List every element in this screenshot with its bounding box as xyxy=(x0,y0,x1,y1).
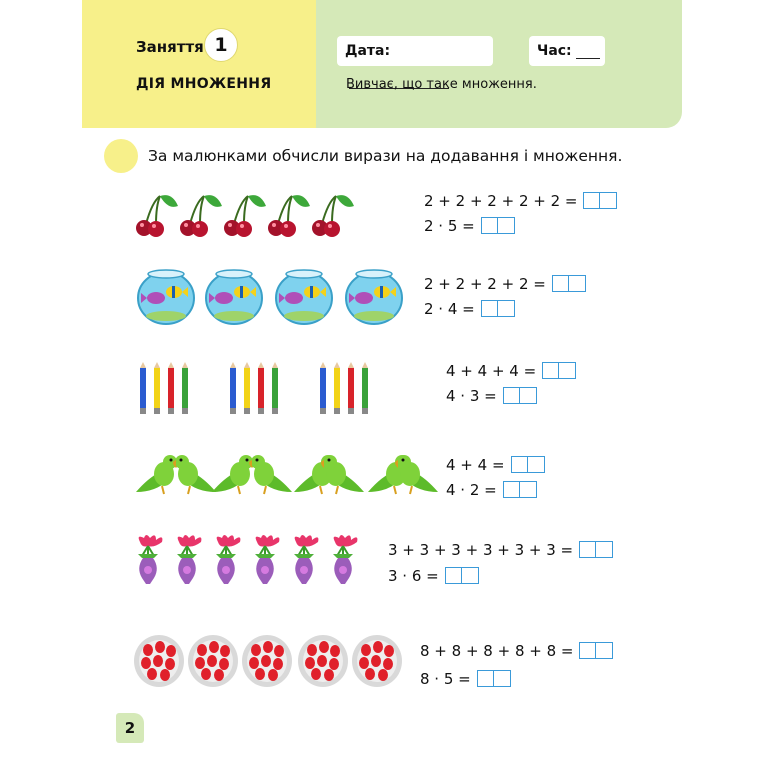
flower-vase-icon xyxy=(138,535,162,584)
parrots-picture xyxy=(134,452,444,498)
row-1-product xyxy=(424,215,515,235)
row-5-sum xyxy=(388,539,613,559)
sum-expression: 2 + 2 + 2 + 2 = xyxy=(424,274,546,293)
time-input-line[interactable] xyxy=(576,44,600,59)
task-instruction: За малюнками обчисли вирази на додавання і множення. xyxy=(148,147,623,165)
lesson-subtitle: Вивчає, що таке множення. xyxy=(346,77,537,92)
cherries-picture xyxy=(134,192,359,242)
row-4-product xyxy=(446,479,537,499)
answer-box[interactable] xyxy=(511,456,545,473)
answer-box[interactable] xyxy=(481,300,515,317)
workbook-page xyxy=(82,0,682,764)
date-field[interactable] xyxy=(337,36,493,66)
time-field[interactable] xyxy=(529,36,605,66)
product-expression: 3 · 6 = xyxy=(388,566,439,585)
lesson-number-badge: 1 xyxy=(204,28,238,62)
product-expression: 4 · 2 = xyxy=(446,480,497,499)
row-4-sum xyxy=(446,454,545,474)
row-3-product xyxy=(446,385,537,405)
answer-box[interactable] xyxy=(477,670,511,687)
product-expression: 2 · 5 = xyxy=(424,216,475,235)
time-label: Час: xyxy=(537,43,572,59)
product-expression: 2 · 4 = xyxy=(424,299,475,318)
answer-box[interactable] xyxy=(542,362,576,379)
page-number: 2 xyxy=(116,713,144,743)
lesson-label: Заняття xyxy=(136,38,204,56)
fishbowl-icon xyxy=(138,270,194,324)
flower-vases-picture xyxy=(132,534,372,588)
row-5-product xyxy=(388,565,479,585)
task-bullet-icon xyxy=(104,139,138,173)
strawberry-plate-icon xyxy=(134,635,184,687)
lesson-title: ДІЯ МНОЖЕННЯ xyxy=(136,76,272,92)
row-1-sum xyxy=(424,190,617,210)
parrot-icon xyxy=(136,455,179,494)
strawberry-plates-picture xyxy=(134,634,404,690)
sum-expression: 8 + 8 + 8 + 8 + 8 = xyxy=(420,641,574,660)
answer-box[interactable] xyxy=(579,642,613,659)
product-expression: 4 · 3 = xyxy=(446,386,497,405)
row-2-product xyxy=(424,298,515,318)
row-6-product xyxy=(420,668,511,688)
answer-box[interactable] xyxy=(552,275,586,292)
answer-box[interactable] xyxy=(481,217,515,234)
product-expression: 8 · 5 = xyxy=(420,669,471,688)
answer-box[interactable] xyxy=(503,481,537,498)
pencil-group-icon xyxy=(140,362,188,414)
date-label: Дата: xyxy=(345,43,391,59)
sum-expression: 3 + 3 + 3 + 3 + 3 + 3 = xyxy=(388,540,574,559)
pencils-picture xyxy=(136,362,386,416)
answer-box[interactable] xyxy=(583,192,617,209)
row-2-sum xyxy=(424,273,586,293)
sum-expression: 4 + 4 + 4 = xyxy=(446,361,537,380)
answer-box[interactable] xyxy=(579,541,613,558)
sum-expression: 4 + 4 = xyxy=(446,455,505,474)
row-3-sum xyxy=(446,360,576,380)
row-6-sum xyxy=(420,640,613,660)
header-left-panel xyxy=(82,0,316,128)
sum-expression: 2 + 2 + 2 + 2 + 2 = xyxy=(424,191,578,210)
answer-box[interactable] xyxy=(445,567,479,584)
answer-box[interactable] xyxy=(503,387,537,404)
cherry-icon xyxy=(136,195,178,237)
fishbowls-picture xyxy=(136,266,406,328)
